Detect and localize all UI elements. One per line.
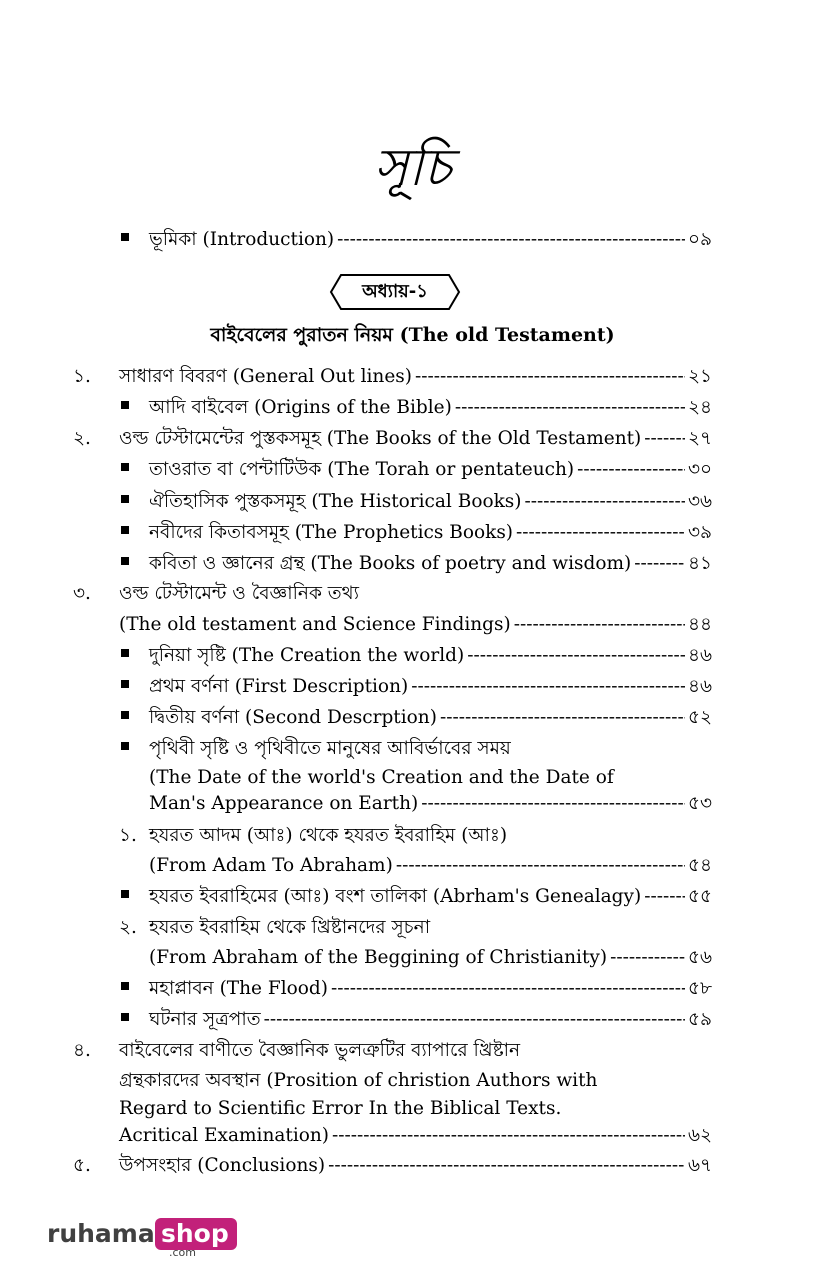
- toc-entry[interactable]: [149, 671, 712, 702]
- toc-entry-number: ১.: [119, 825, 137, 846]
- toc-entry[interactable]: [149, 454, 712, 485]
- toc-entry-page: ৪৬: [687, 645, 712, 666]
- leader-dots: [634, 548, 685, 579]
- leader-dots: [644, 881, 685, 912]
- toc-entry[interactable]: [149, 788, 712, 819]
- toc-entry-number: ২.: [73, 428, 91, 449]
- leader-dots: [411, 671, 685, 702]
- toc-entry[interactable]: [149, 640, 712, 671]
- toc-entry-text: ওল্ড টেস্টামেন্ট ও বৈজ্ঞানিক তথ্য: [119, 583, 360, 604]
- leader-dots: [421, 788, 685, 819]
- leader-dots: [332, 1120, 685, 1151]
- toc-entry-text: ভূমিকা (Introduction): [149, 229, 335, 250]
- bullet-icon: [121, 1013, 129, 1021]
- logo-shop: shop: [155, 1218, 237, 1250]
- toc-entry: [149, 912, 430, 943]
- toc-entry-page: ৩০: [687, 459, 712, 480]
- toc-entry-text: হযরত ইবরাহিম থেকে খ্রিষ্টানদের সূচনা: [149, 917, 431, 938]
- toc-entry-intro[interactable]: [149, 224, 712, 255]
- leader-dots: [516, 517, 685, 548]
- toc-entry[interactable]: [149, 392, 712, 423]
- logo-brand: ruhama: [47, 1219, 155, 1248]
- toc-entry[interactable]: [119, 1120, 712, 1151]
- bullet-icon: [121, 742, 129, 750]
- toc-entry[interactable]: [149, 702, 712, 733]
- toc-entry-text: দ্বিতীয় বর্ণনা (Second Descrption): [149, 707, 437, 728]
- toc-entry[interactable]: [149, 548, 712, 579]
- toc-entry-number: ৫.: [73, 1155, 91, 1176]
- toc-entry-text: গ্রন্থকারদের অবস্থান (Prosition of christion Authors with: [119, 1070, 598, 1091]
- toc-entry: [119, 1065, 597, 1096]
- toc-entry: [119, 578, 359, 609]
- chapter-label: অধ্যায়-১: [362, 281, 428, 302]
- toc-entry-page: ৩৬: [687, 491, 712, 512]
- toc-entry-number: ৩.: [73, 583, 91, 604]
- toc-entry-page: ৫৬: [687, 947, 712, 968]
- leader-dots: [337, 224, 685, 255]
- bullet-icon: [121, 557, 129, 565]
- toc-entry-text: ঘটনার সূত্রপাত: [149, 1009, 261, 1030]
- toc-entry-text: ওল্ড টেস্টামেন্টের পুস্তকসমূহ (The Books of the Old Testament): [119, 428, 642, 449]
- leader-dots: [264, 1004, 685, 1035]
- chapter-badge: [329, 273, 461, 311]
- toc-entry-text: (The old testament and Science Findings): [119, 614, 511, 635]
- bullet-icon: [121, 711, 129, 719]
- toc-entry-page: ২৭: [687, 428, 712, 449]
- toc-entry: [119, 1035, 520, 1066]
- toc-entry[interactable]: [149, 1004, 712, 1035]
- toc-entry-text: (From Abraham of the Beggining of Christianity): [149, 947, 608, 968]
- toc-entry-number: ১.: [73, 366, 91, 387]
- toc-entry-page: ৪১: [687, 553, 712, 574]
- leader-dots: [610, 942, 685, 973]
- toc-entry-text: (The Date of the world's Creation and the Date of: [149, 767, 614, 788]
- toc-entry[interactable]: [149, 517, 712, 548]
- toc-entry-page: ৪৪: [687, 614, 712, 635]
- toc-entry-text: ঐতিহাসিক পুস্তকসমূহ (The Historical Books): [149, 491, 522, 512]
- toc-entry[interactable]: [119, 361, 712, 392]
- leader-dots: [577, 454, 685, 485]
- toc-entry-page: ২১: [687, 366, 712, 387]
- toc-entry-page: ৬২: [687, 1125, 712, 1146]
- toc-entry-number: ২.: [119, 917, 137, 938]
- toc-entry-page: ৫৩: [687, 793, 712, 814]
- leader-dots: [396, 850, 685, 881]
- toc-entry-page: ৩৯: [687, 522, 712, 543]
- toc-entry-page: ৫৮: [687, 978, 712, 999]
- toc-entry-text: (From Adam To Abraham): [149, 855, 393, 876]
- leader-dots: [331, 973, 685, 1004]
- leader-dots: [455, 392, 685, 423]
- chapter-title: বাইবেলের পুরাতন নিয়ম (The old Testament): [210, 324, 615, 346]
- toc-entry-page: ৫২: [687, 707, 712, 728]
- toc-entry-text: আদি বাইবেল (Origins of the Bible): [149, 397, 452, 418]
- toc-entry[interactable]: [149, 973, 712, 1004]
- toc-entry-text: দুনিয়া সৃষ্টি (The Creation the world): [149, 645, 465, 666]
- toc-entry-text: সাধারণ বিবরণ (General Out lines): [119, 366, 412, 387]
- toc-entry-text: Man's Appearance on Earth): [149, 793, 419, 814]
- toc-entry-text: তাওরাত বা পেন্টাটিউক (The Torah or pentateuch): [149, 459, 575, 480]
- leader-dots: [525, 486, 685, 517]
- toc-entry-text: প্রথম বর্ণনা (First Description): [149, 676, 409, 697]
- toc-entry-page: ৫৪: [687, 855, 712, 876]
- leader-dots: [467, 640, 685, 671]
- toc-entry: [149, 733, 511, 764]
- toc-entry[interactable]: [149, 942, 712, 973]
- logo-domain: .com: [169, 1246, 196, 1259]
- bullet-icon: [121, 401, 129, 409]
- toc-entry-text: নবীদের কিতাবসমূহ (The Prophetics Books): [149, 522, 514, 543]
- toc-entry[interactable]: [149, 486, 712, 517]
- toc-entry[interactable]: [119, 609, 712, 640]
- toc-entry-text: উপসংহার (Conclusions): [119, 1155, 326, 1176]
- bullet-icon: [121, 526, 129, 534]
- leader-dots: [328, 1150, 685, 1181]
- toc-entry[interactable]: [119, 423, 712, 454]
- leader-dots: [514, 609, 685, 640]
- toc-entry-page: ২৪: [687, 397, 712, 418]
- toc-entry: [149, 820, 507, 851]
- toc-entry[interactable]: [149, 881, 712, 912]
- toc-entry-text: কবিতা ও জ্ঞানের গ্রন্থ (The Books of poetry and wisdom): [149, 553, 632, 574]
- toc-entry-text: Acritical Examination): [119, 1125, 330, 1146]
- leader-dots: [415, 361, 685, 392]
- toc-entry-number: ৪.: [73, 1040, 91, 1061]
- toc-entry[interactable]: [119, 1150, 712, 1181]
- toc-entry-page: ৫৫: [687, 886, 712, 907]
- toc-entry-text: Regard to Scientific Error In the Biblical Texts.: [119, 1098, 562, 1119]
- bullet-icon: [121, 680, 129, 688]
- toc-entry-page: ৫৯: [687, 1009, 712, 1030]
- bullet-icon: [121, 982, 129, 990]
- bullet-icon: [121, 649, 129, 657]
- toc-entry-text: মহাপ্লাবন (The Flood): [149, 978, 328, 999]
- toc-entry-page: ০৯: [687, 229, 712, 250]
- toc-entry-page: ৬৭: [687, 1155, 712, 1176]
- page-title: সূচি: [373, 138, 452, 198]
- bullet-icon: [121, 463, 129, 471]
- toc-entry-text: বাইবেলের বাণীতে বৈজ্ঞানিক ভুলত্রুটির ব্যাপারে খ্রিষ্টান: [119, 1040, 521, 1061]
- bullet-icon: [121, 233, 129, 241]
- toc-entry-text: হযরত ইবরাহিমের (আঃ) বংশ তালিকা (Abrham's Genealagy): [149, 886, 642, 907]
- toc-entry[interactable]: [149, 850, 712, 881]
- toc-entry-text: হযরত আদম (আঃ) থেকে হযরত ইবরাহিম (আঃ): [149, 825, 508, 846]
- leader-dots: [644, 423, 685, 454]
- toc-entry-page: ৪৬: [687, 676, 712, 697]
- bullet-icon: [121, 495, 129, 503]
- leader-dots: [440, 702, 685, 733]
- toc-entry-text: পৃথিবী সৃষ্টি ও পৃথিবীতে মানুষের আবির্ভাবের সময়: [149, 738, 511, 759]
- bullet-icon: [121, 890, 129, 898]
